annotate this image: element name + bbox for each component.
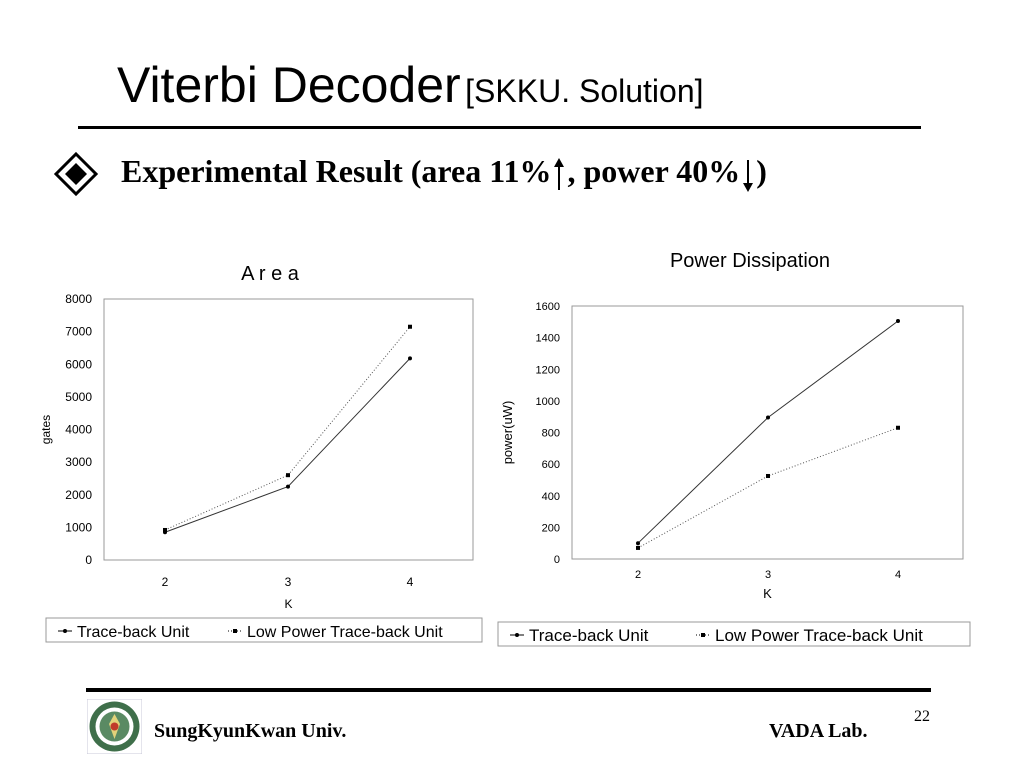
y-tick-label: 3000 [65, 455, 92, 470]
data-point [286, 473, 290, 477]
y-tick-label: 600 [541, 459, 560, 472]
y-tick-label: 1000 [535, 395, 560, 408]
chart-title: Power Dissipation [669, 250, 831, 272]
data-point [636, 541, 640, 545]
data-point [896, 426, 900, 430]
slide-title-main: Viterbi Decoder [117, 57, 461, 113]
data-point [408, 325, 412, 329]
y-tick-label: 0 [85, 553, 92, 567]
y-tick-label: 5000 [65, 389, 92, 404]
data-point [896, 319, 900, 323]
bullet-text-mid: , power 40% [567, 153, 741, 189]
footer-university-name: SungKyunKwan Univ. [154, 720, 347, 742]
chart-plot-area [104, 299, 473, 560]
footer-rule [86, 688, 931, 692]
y-tick-label: 4000 [65, 422, 92, 437]
y-tick-label: 1600 [535, 301, 560, 313]
x-tick-label: 3 [764, 569, 772, 581]
footer-lab-name: VADA Lab. [769, 720, 868, 742]
bullet-text-suffix: ) [756, 153, 767, 189]
data-point [163, 528, 167, 532]
legend-marker [233, 629, 237, 633]
y-tick-label: 400 [541, 490, 560, 503]
slide-title-sub: [SKKU. Solution] [465, 73, 704, 109]
y-tick-label: 7000 [65, 324, 92, 339]
data-point [636, 546, 640, 550]
bullet-text-prefix: Experimental Result (area 11% [121, 153, 552, 189]
legend-label: Trace-back Unit [529, 626, 649, 645]
legend-marker [63, 629, 67, 633]
y-axis-label: gates [39, 414, 53, 445]
x-tick-label: 4 [894, 569, 902, 581]
y-tick-label: 1400 [535, 332, 560, 345]
page-number: 22 [914, 708, 930, 725]
x-tick-label: 3 [284, 575, 292, 589]
data-point [766, 415, 770, 419]
chart-title: A r e a [241, 263, 299, 285]
y-tick-label: 1000 [65, 520, 92, 535]
data-point [408, 356, 412, 360]
y-axis-label: power(uW) [500, 400, 515, 465]
legend-marker [515, 633, 519, 637]
data-point [286, 485, 290, 489]
legend-label: Low Power Trace-back Unit [715, 626, 923, 645]
legend-marker [701, 633, 705, 637]
university-seal-icon [87, 699, 142, 754]
x-axis-label: K [284, 597, 293, 611]
y-tick-label: 8000 [65, 292, 92, 306]
y-tick-label: 2000 [65, 487, 92, 502]
x-tick-label: 4 [406, 575, 414, 589]
chart-plot-area [572, 306, 963, 559]
y-tick-label: 6000 [65, 357, 92, 372]
x-tick-label: 2 [161, 575, 169, 589]
x-tick-label: 2 [634, 569, 642, 581]
y-tick-label: 800 [541, 427, 560, 440]
legend-label: Trace-back Unit [77, 624, 190, 641]
y-tick-label: 1200 [535, 364, 560, 377]
x-axis-label: K [763, 586, 772, 601]
y-tick-label: 200 [541, 522, 560, 535]
y-tick-label: 0 [553, 554, 560, 566]
legend-label: Low Power Trace-back Unit [247, 624, 443, 641]
data-point [766, 474, 770, 478]
